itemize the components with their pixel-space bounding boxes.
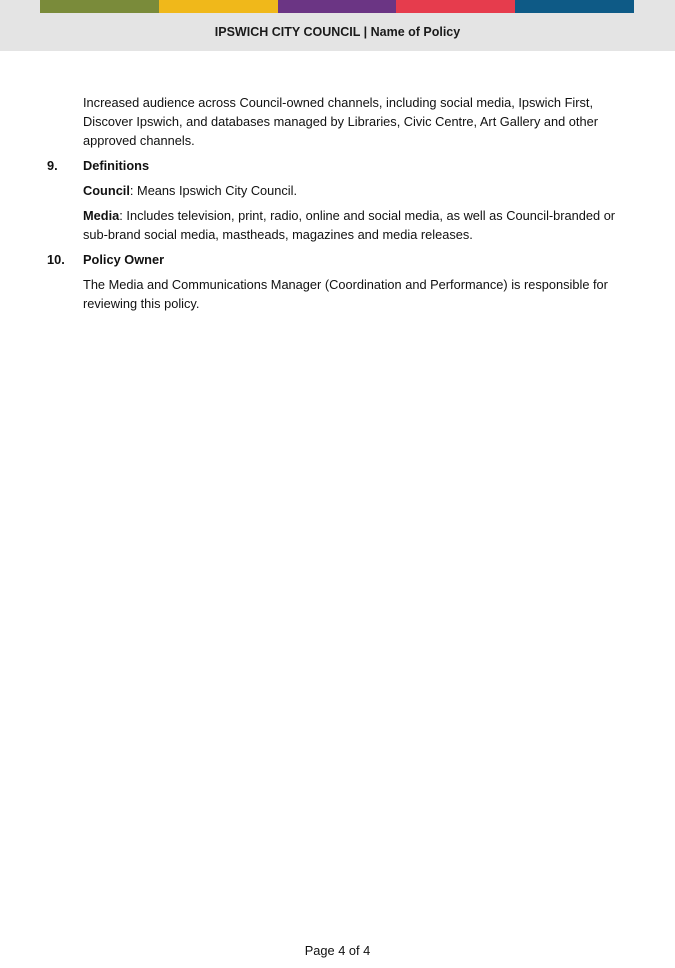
definition-text: : Means Ipswich City Council. [129,183,298,198]
definition-text: : Includes television, print, radio, online and social media, as well as Council-branded or sub-brand social media, mastheads, magazines and media releases. [83,208,616,242]
section-number: 9. [47,158,58,173]
header-color-bar [40,0,634,13]
definition-term: Media [83,208,120,223]
section-title: Definitions [83,158,150,173]
header-title: IPSWICH CITY COUNCIL | Name of Policy [214,25,461,39]
page-number: Page 4 of 4 [304,943,371,958]
color-bar-segment-olive [40,0,159,13]
color-bar-segment-blue [515,0,634,13]
color-bar-segment-red [396,0,515,13]
section-heading-policy-owner [47,250,637,269]
color-bar-segment-yellow [159,0,278,13]
definition-term: Council [83,183,130,198]
page-header [0,0,675,51]
intro-paragraph: Increased audience across Council-owned channels, including social media, Ipswich First, Discover Ipswich, and databases managed by Libraries, Civic Centre, Art Gallery and other approved channels. [83,95,598,148]
section-heading-definitions [47,156,637,175]
definition-media [83,206,637,244]
section-title: Policy Owner [83,252,165,267]
definition-council [83,181,637,200]
color-bar-segment-purple [278,0,397,13]
section-number: 10. [47,252,65,267]
document-body [47,93,637,319]
policy-owner-paragraph: The Media and Communications Manager (Coordination and Performance) is responsible for reviewing this policy. [83,277,608,311]
